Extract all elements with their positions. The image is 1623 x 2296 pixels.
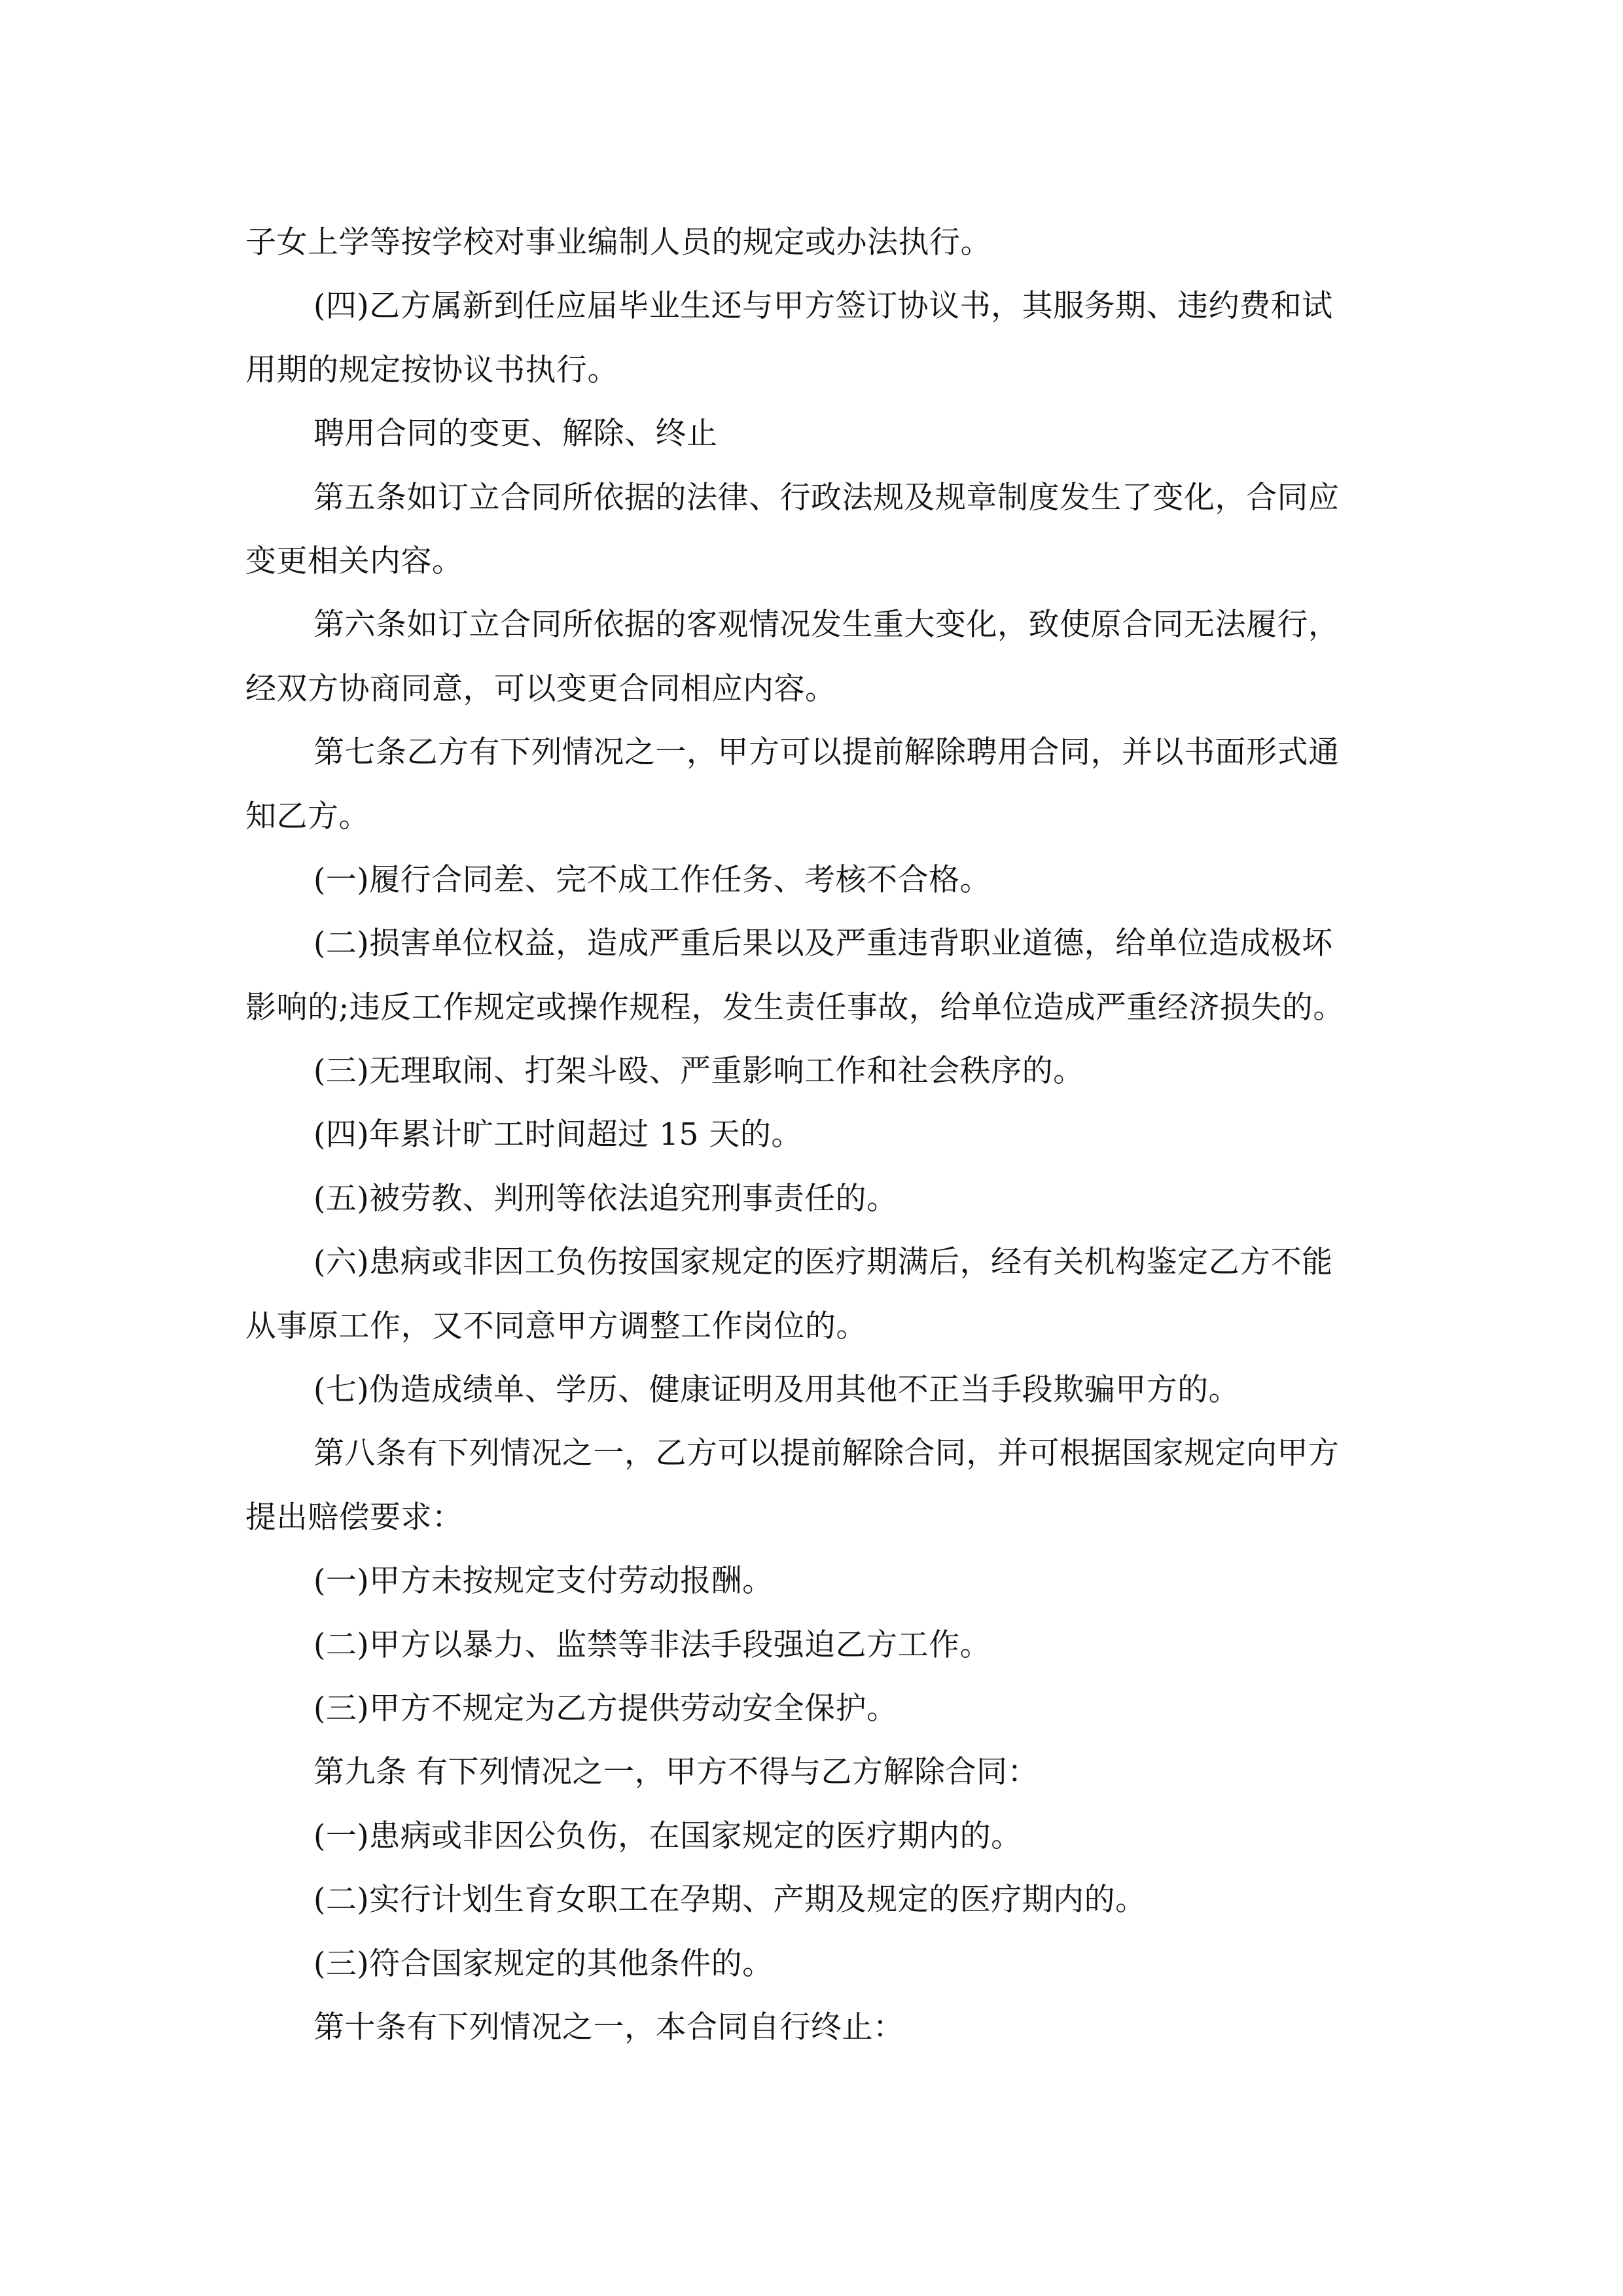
text-line: (四)年累计旷工时间超过 15 天的。 bbox=[313, 1117, 802, 1153]
text-line: (二)甲方以暴力、监禁等非法手段强迫乙方工作。 bbox=[313, 1626, 991, 1663]
text-line: 第五条如订立合同所依据的法律、行政法规及规章制度发生了变化，合同应 bbox=[313, 479, 1340, 516]
text-line: 第七条乙方有下列情况之一，甲方可以提前解除聘用合同，并以书面形式通 bbox=[313, 734, 1340, 771]
text-line: 影响的;违反工作规定或操作规程，发生责任事故，给单位造成严重经济损失的。 bbox=[245, 989, 1344, 1026]
text-line: (三)无理取闹、打架斗殴、严重影响工作和社会秩序的。 bbox=[313, 1053, 1084, 1090]
text-line: (三)符合国家规定的其他条件的。 bbox=[313, 1945, 774, 1982]
text-line: 子女上学等按学校对事业编制人员的规定或办法执行。 bbox=[245, 224, 991, 260]
text-line: 用期的规定按协议书执行。 bbox=[245, 351, 618, 388]
text-line: 第六条如订立合同所依据的客观情况发生重大变化，致使原合同无法履行， bbox=[313, 607, 1340, 643]
text-line: (二)实行计划生育女职工在孕期、产期及规定的医疗期内的。 bbox=[313, 1882, 1147, 1918]
text-line: (五)被劳教、判刑等依法追究刑事责任的。 bbox=[313, 1180, 898, 1217]
text-line: (六)患病或非因工负伤按国家规定的医疗期满后，经有关机构鉴定乙方不能 bbox=[313, 1244, 1333, 1281]
text-line: 从事原工作，又不同意甲方调整工作岗位的。 bbox=[245, 1308, 867, 1344]
text-line: 第八条有下列情况之一，乙方可以提前解除合同，并可根据国家规定向甲方 bbox=[313, 1435, 1340, 1472]
text-line: (一)履行合同差、完不成工作任务、考核不合格。 bbox=[313, 861, 991, 898]
document-page bbox=[245, 211, 1384, 2059]
text-line: 第十条有下列情况之一，本合同自行终止： bbox=[313, 2009, 904, 2045]
text-line: 第九条 有下列情况之一，甲方不得与乙方解除合同： bbox=[313, 1754, 1039, 1791]
text-line: 经双方协商同意，可以变更合同相应内容。 bbox=[245, 670, 836, 707]
section-heading: 聘用合同的变更、解除、终止 bbox=[313, 416, 718, 452]
text-line: (七)伪造成绩单、学历、健康证明及用其他不正当手段欺骗甲方的。 bbox=[313, 1372, 1240, 1408]
text-line: (四)乙方属新到任应届毕业生还与甲方签订协议书，其服务期、违约费和试 bbox=[313, 288, 1333, 325]
text-line: (一)甲方未按规定支付劳动报酬。 bbox=[313, 1563, 774, 1600]
text-line: (三)甲方不规定为乙方提供劳动安全保护。 bbox=[313, 1690, 898, 1727]
text-line: (一)患病或非因公负伤，在国家规定的医疗期内的。 bbox=[313, 1818, 1022, 1854]
text-line: 知乙方。 bbox=[245, 798, 370, 834]
text-line: (二)损害单位权益，造成严重后果以及严重违背职业道德，给单位造成极坏 bbox=[313, 925, 1333, 962]
text-line: 变更相关内容。 bbox=[245, 543, 463, 579]
text-line: 提出赔偿要求： bbox=[245, 1499, 463, 1535]
